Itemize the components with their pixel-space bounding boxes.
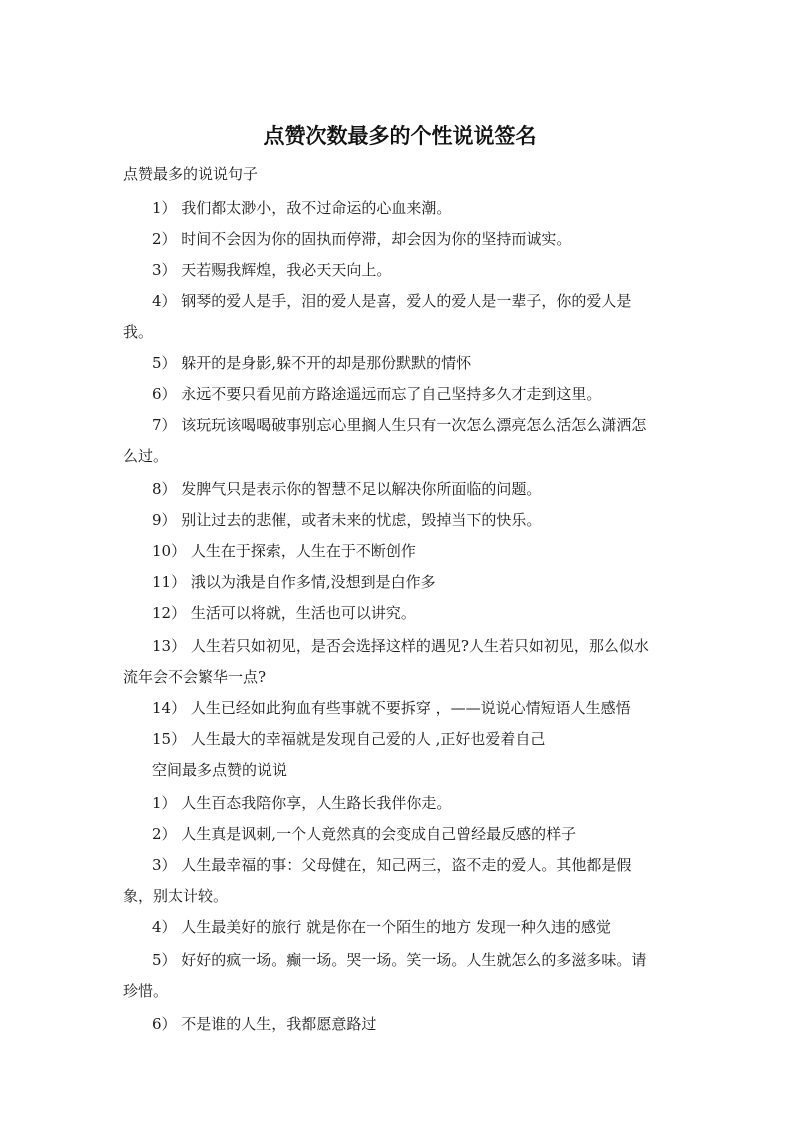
list-item-continuation: 流年会不会繁华一点?: [123, 668, 267, 686]
section-heading: 空间最多点赞的说说: [152, 761, 288, 779]
list-item: 1） 我们都太渺小，敌不过命运的心血来潮。: [152, 199, 452, 217]
list-item: 3） 天若赐我辉煌，我必天天向上。: [152, 261, 392, 279]
list-item: 7） 该玩玩该喝喝破事别忘心里搁人生只有一次怎么漂亮怎么活怎么潇洒怎: [152, 416, 647, 434]
list-item: 6） 永远不要只看见前方路途遥远而忘了自己坚持多久才走到这里。: [152, 385, 602, 403]
list-item: 2） 时间不会因为你的固执而停滞，却会因为你的坚持而诚实。: [152, 230, 572, 248]
list-item: 8） 发脾气只是表示你的智慧不足以解决你所面临的问题。: [152, 480, 542, 498]
list-item: 5） 好好的疯一场。癫一场。哭一场。笑一场。人生就怎么的多滋多味。请: [152, 951, 647, 969]
section-heading: 点赞最多的说说句子: [123, 165, 259, 183]
list-item: 15） 人生最大的幸福就是发现自己爱的人 ,正好也爱着自己: [152, 730, 546, 748]
list-item: 2） 人生真是讽刺,一个人竟然真的会变成自己曾经最反感的样子: [152, 825, 577, 843]
list-item: 1） 人生百态我陪你享，人生路长我伴你走。: [152, 794, 452, 812]
list-item: 12） 生活可以将就，生活也可以讲究。: [152, 604, 416, 622]
list-item: 4） 人生最美好的旅行 就是你在一个陌生的地方 发现一种久违的感觉: [152, 918, 611, 936]
list-item-continuation: 珍惜。: [123, 982, 169, 1000]
list-item: 9） 别让过去的悲催，或者未来的忧虑，毁掉当下的快乐。: [152, 511, 542, 529]
list-item-continuation: 么过。: [123, 447, 169, 465]
list-item-continuation: 象，别太计较。: [123, 887, 229, 905]
document-title: 点赞次数最多的个性说说签名: [263, 124, 537, 148]
list-item: 6） 不是谁的人生，我都愿意路过: [152, 1015, 377, 1033]
list-item: 13） 人生若只如初见，是否会选择这样的遇见?人生若只如初见，那么似水: [152, 637, 649, 655]
list-item: 5） 躲开的是身影,躲不开的却是那份默默的情怀: [152, 354, 472, 372]
list-item: 3） 人生最幸福的事：父母健在，知己两三，盗不走的爱人。其他都是假: [152, 856, 632, 874]
list-item-continuation: 我。: [123, 323, 154, 341]
list-item: 14） 人生已经如此狗血有些事就不要拆穿 ，——说说心情短语人生感悟: [152, 699, 631, 717]
list-item: 4） 钢琴的爱人是手，泪的爱人是喜，爱人的爱人是一辈子，你的爱人是: [152, 292, 632, 310]
list-item: 10） 人生在于探索，人生在于不断创作: [152, 542, 416, 560]
list-item: 11） 涐以为涐是自作多情,没想到是白作多: [152, 573, 436, 591]
